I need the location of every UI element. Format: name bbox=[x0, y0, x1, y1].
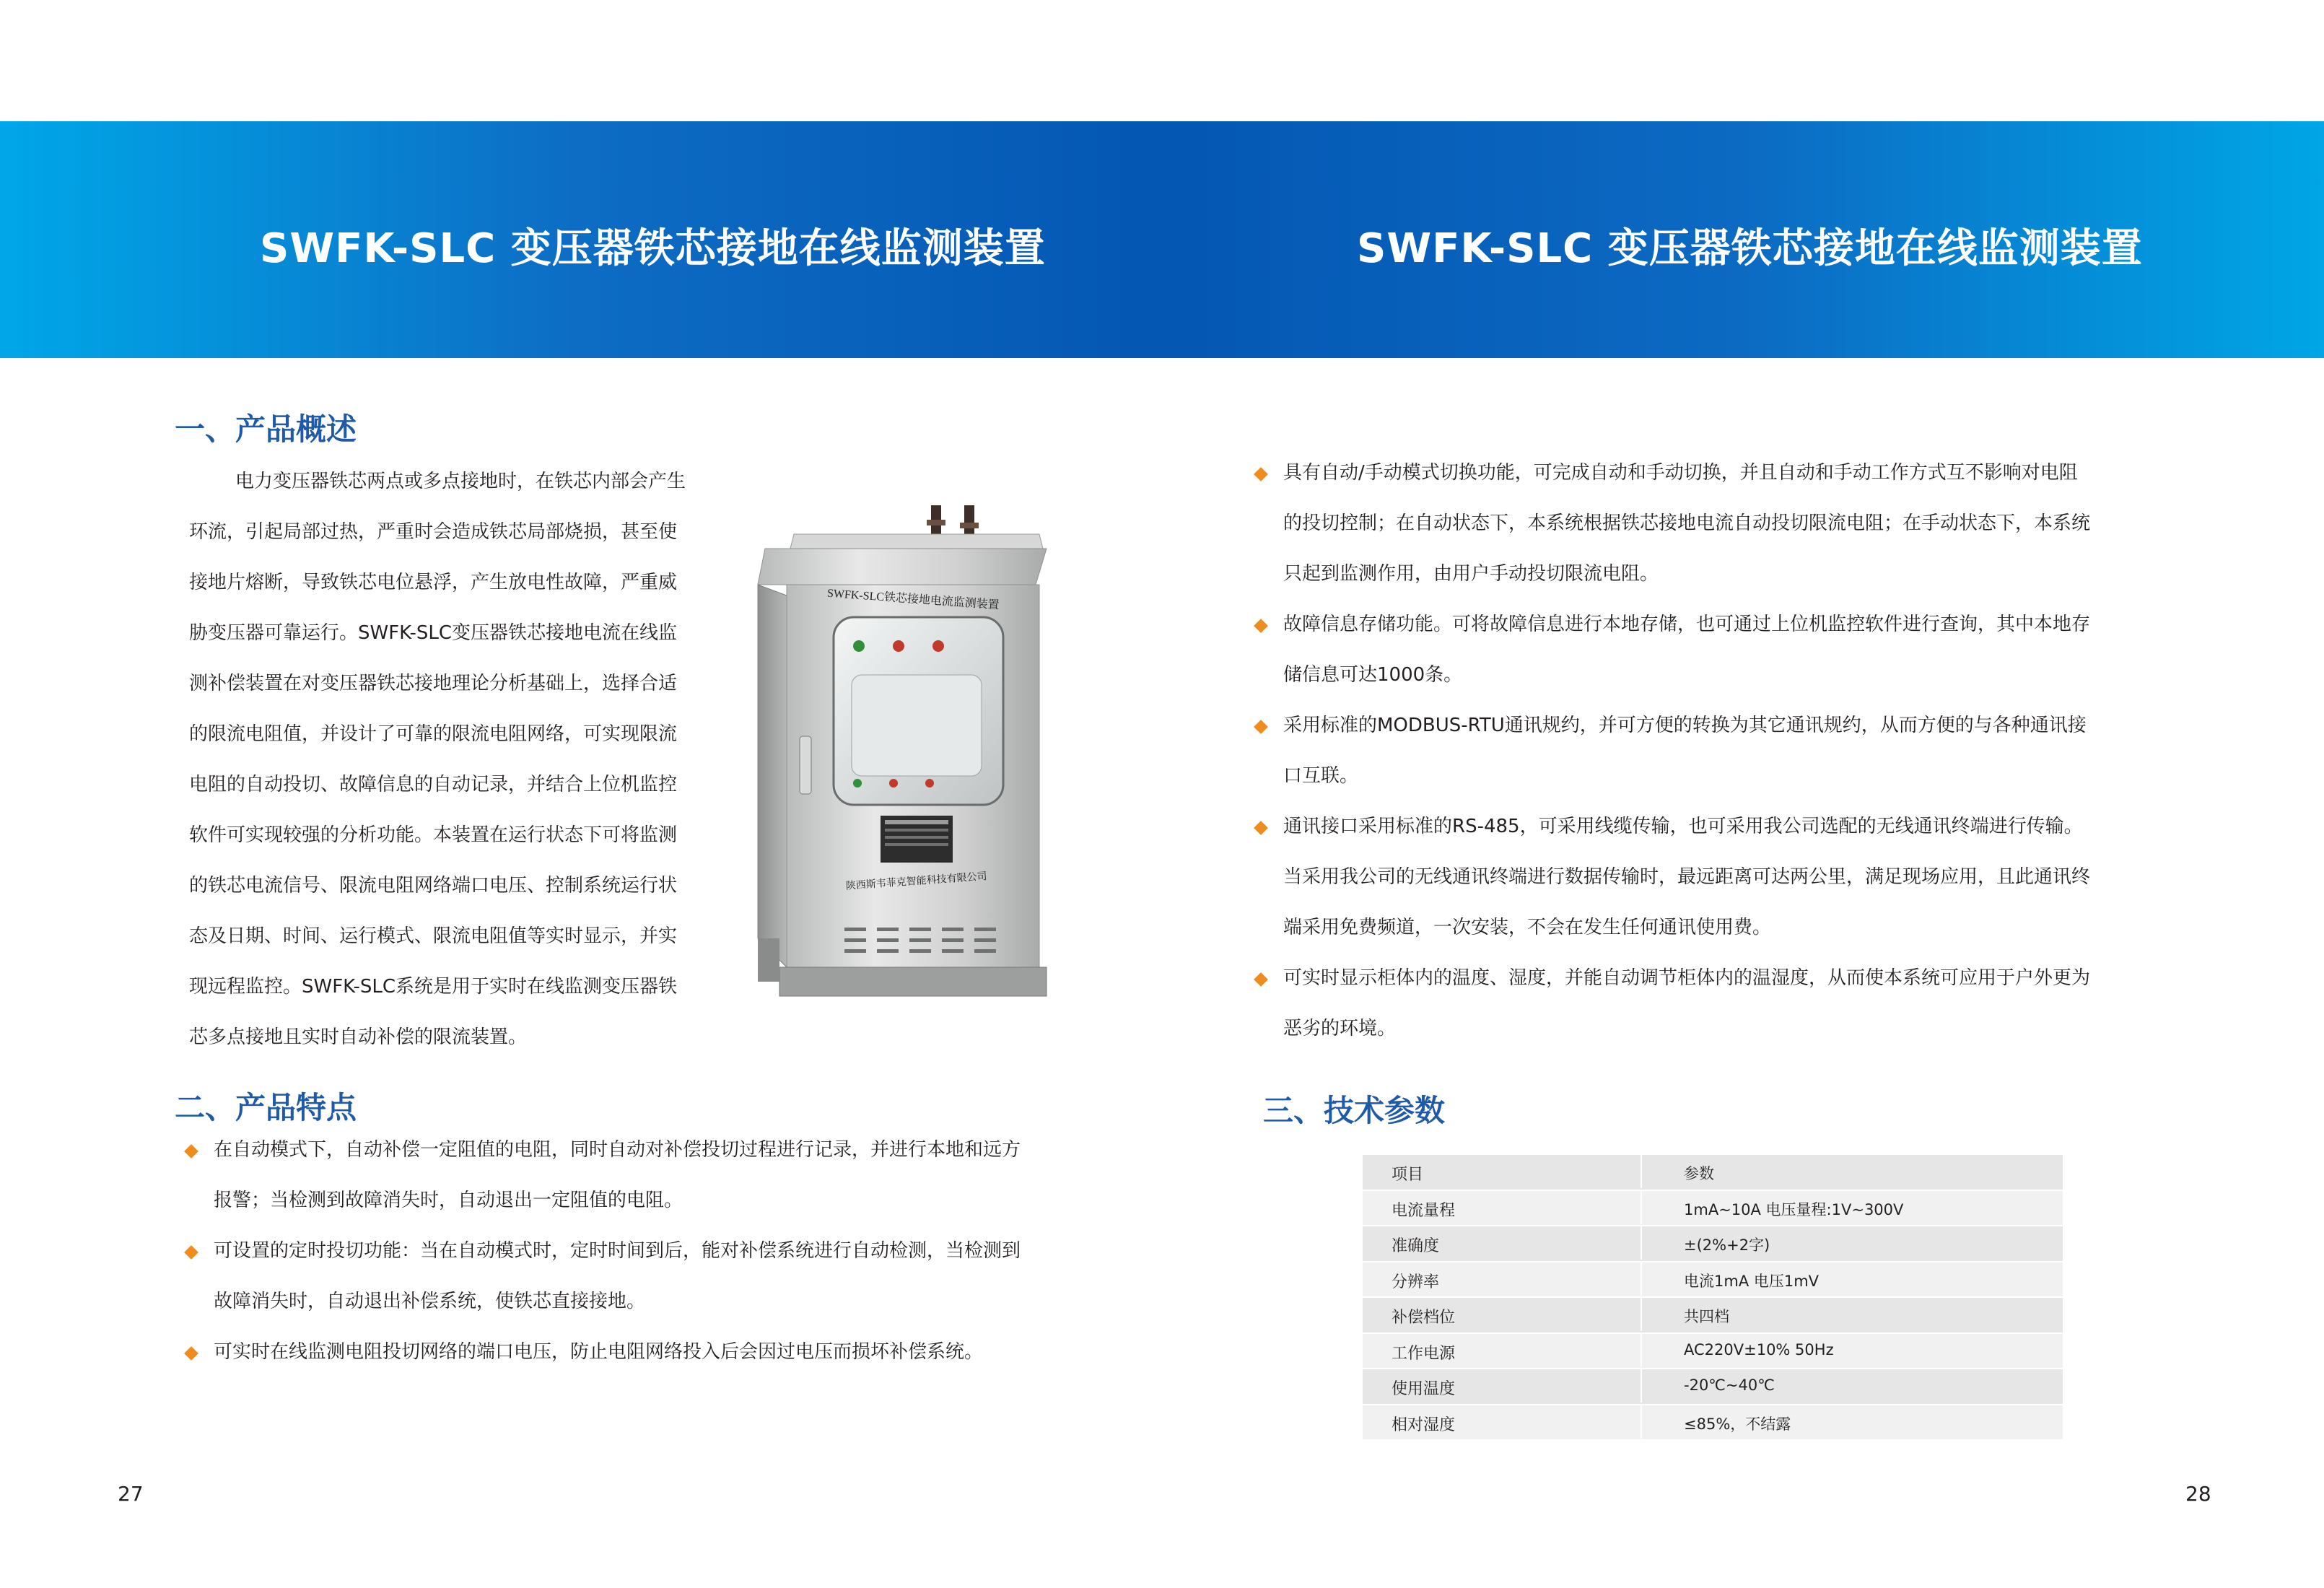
column-divider bbox=[1641, 1369, 1642, 1402]
bullet-diamond-icon bbox=[1254, 821, 1268, 835]
bullet-text: 在自动模式下，自动补偿一定阻值的电阻，同时自动对补偿投切过程进行记录，并进行本地和远方 bbox=[214, 1139, 1021, 1161]
bullet-text: 采用标准的MODBUS-RTU通讯规约，并可方便的转换为其它通讯规约，从而方便的与各种通讯接 bbox=[1283, 715, 2087, 736]
indicator-light-red-icon bbox=[893, 640, 904, 652]
product-cabinet-image bbox=[751, 505, 1075, 1011]
table-cell-item: 相对湿度 bbox=[1392, 1415, 1456, 1434]
bullet-text: 储信息可达1000条。 bbox=[1283, 664, 1463, 686]
section-title-overview: 一、产品概述 bbox=[175, 411, 357, 447]
table-cell-value: -20℃~40℃ bbox=[1684, 1377, 1775, 1394]
bullet-diamond-icon bbox=[1254, 972, 1268, 987]
cabinet-label: SWFK-SLC铁芯接地电流监测装置 bbox=[826, 587, 1000, 612]
page-title-left: SWFK-SLC 变压器铁芯接地在线监测装置 bbox=[260, 225, 1046, 272]
overview-line: 现远程监控。SWFK-SLC系统是用于实时在线监测变压器铁 bbox=[189, 976, 678, 998]
overview-line: 接地片熔断，导致铁芯电位悬浮，产生放电性故障，严重威 bbox=[189, 572, 678, 593]
bullet-text: 恶劣的环境。 bbox=[1283, 1018, 1397, 1039]
table-cell-item: 工作电源 bbox=[1392, 1344, 1456, 1363]
page-number-right: 28 bbox=[2185, 1482, 2211, 1506]
table-row bbox=[1363, 1405, 2063, 1440]
table-cell-value: ≤85%，不结露 bbox=[1684, 1415, 1791, 1433]
overview-line: 电阻的自动投切、故障信息的自动记录，并结合上位机监控 bbox=[189, 774, 678, 795]
cabinet-company: 陕西斯韦菲克智能科技有限公司 bbox=[845, 871, 988, 892]
bullet-text: 故障信息存储功能。可将故障信息进行本地存储，也可通过上位机监控软件进行查询，其中本地存 bbox=[1283, 614, 2091, 635]
table-row bbox=[1363, 1191, 2063, 1226]
indicator-light-red-icon bbox=[932, 640, 944, 652]
column-divider bbox=[1641, 1191, 1642, 1224]
table-cell-value: ±(2%+2字) bbox=[1684, 1236, 1770, 1254]
bullet-diamond-icon bbox=[1254, 467, 1268, 481]
bullet-text: 具有自动/手动模式切换功能，可完成自动和手动切换，并且自动和手动工作方式互不影响对电阻 bbox=[1283, 462, 2078, 484]
overview-line: 胁变压器可靠运行。SWFK-SLC变压器铁芯接地电流在线监 bbox=[189, 622, 678, 644]
table-header-row bbox=[1363, 1155, 2063, 1190]
bullet-text: 报警；当检测到故障消失时，自动退出一定阻值的电阻。 bbox=[214, 1190, 683, 1211]
page-title-right: SWFK-SLC 变压器铁芯接地在线监测装置 bbox=[1357, 225, 2143, 272]
bullet-diamond-icon bbox=[1254, 720, 1268, 734]
table-row bbox=[1363, 1334, 2063, 1369]
bullet-text: 只起到监测作用，由用户手动投切限流电阻。 bbox=[1283, 563, 1659, 585]
table-row bbox=[1363, 1226, 2063, 1261]
bullet-diamond-icon bbox=[184, 1144, 198, 1159]
table-cell-value: AC220V±10% 50Hz bbox=[1684, 1340, 1834, 1358]
column-divider bbox=[1641, 1226, 1642, 1260]
table-cell-value: 电流1mA 电压1mV bbox=[1684, 1272, 1820, 1290]
table-cell-item: 分辨率 bbox=[1392, 1273, 1440, 1291]
table-cell-item: 项目 bbox=[1392, 1166, 1424, 1184]
overview-line: 软件可实现较强的分析功能。本装置在运行状态下可将监测 bbox=[189, 824, 678, 846]
section-title-features: 二、产品特点 bbox=[175, 1090, 357, 1125]
table-row bbox=[1363, 1369, 2063, 1404]
column-divider bbox=[1641, 1262, 1642, 1296]
table-cell-item: 补偿档位 bbox=[1392, 1309, 1456, 1327]
bullet-text: 的投切控制；在自动状态下，本系统根据铁芯接地电流自动投切限流电阻；在手动状态下，本系统 bbox=[1283, 512, 2091, 534]
column-divider bbox=[1641, 1405, 1642, 1439]
table-cell-value: 1mA~10A 电压量程:1V~300V bbox=[1684, 1200, 1904, 1218]
bullet-text: 口互联。 bbox=[1283, 765, 1359, 787]
bullet-text: 通讯接口采用标准的RS-485，可采用线缆传输，也可采用我公司选配的无线通讯终端进行传输。 bbox=[1283, 816, 2083, 837]
bullet-diamond-icon bbox=[184, 1346, 198, 1361]
bullet-diamond-icon bbox=[184, 1245, 198, 1260]
overview-line: 的限流电阻值，并设计了可靠的限流电阻网络，可实现限流 bbox=[189, 723, 678, 745]
column-divider bbox=[1641, 1298, 1642, 1331]
overview-line: 环流，引起局部过热，严重时会造成铁芯局部烧损，甚至使 bbox=[189, 521, 678, 543]
section-title-specs: 三、技术参数 bbox=[1263, 1093, 1446, 1128]
table-row bbox=[1363, 1262, 2063, 1297]
bullet-text: 可设置的定时投切功能：当在自动模式时，定时时间到后，能对补偿系统进行自动检测，当检测到 bbox=[214, 1240, 1021, 1262]
bullet-diamond-icon bbox=[1254, 619, 1268, 633]
bullet-text: 当采用我公司的无线通讯终端进行数据传输时，最远距离可达两公里，满足现场应用，且此通讯终 bbox=[1283, 866, 2091, 888]
overview-paragraph bbox=[189, 456, 686, 1063]
overview-line: 电力变压器铁芯两点或多点接地时，在铁芯内部会产生 bbox=[235, 471, 686, 492]
bullet-text: 可实时在线监测电阻投切网络的端口电压，防止电阻网络投入后会因过电压而损坏补偿系统。 bbox=[214, 1341, 984, 1363]
indicator-light-green-icon bbox=[853, 640, 865, 652]
column-divider bbox=[1641, 1155, 1642, 1188]
bullet-text: 故障消失时，自动退出补偿系统，使铁芯直接接地。 bbox=[214, 1291, 646, 1312]
overview-line: 芯多点接地且实时自动补偿的限流装置。 bbox=[189, 1026, 528, 1048]
table-cell-value: 参数 bbox=[1684, 1165, 1714, 1182]
column-divider bbox=[1641, 1334, 1642, 1367]
bullet-text: 端采用免费频道，一次安装，不会在发生任何通讯使用费。 bbox=[1283, 917, 1772, 938]
page-number-left: 27 bbox=[118, 1482, 144, 1506]
table-cell-item: 电流量程 bbox=[1392, 1201, 1456, 1220]
table-cell-item: 准确度 bbox=[1392, 1237, 1440, 1255]
overview-line: 态及日期、时间、运行模式、限流电阻值等实时显示，并实 bbox=[189, 925, 678, 947]
table-row bbox=[1363, 1298, 2063, 1332]
overview-line: 的铁芯电流信号、限流电阻网络端口电压、控制系统运行状 bbox=[189, 875, 678, 896]
table-cell-item: 使用温度 bbox=[1392, 1380, 1456, 1398]
table-cell-value: 共四档 bbox=[1684, 1308, 1729, 1325]
bullet-text: 可实时显示柜体内的温度、湿度，并能自动调节柜体内的温湿度，从而使本系统可应用于户外更为 bbox=[1283, 967, 2091, 989]
overview-line: 测补偿装置在对变压器铁芯接地理论分析基础上，选择合适 bbox=[189, 673, 678, 694]
